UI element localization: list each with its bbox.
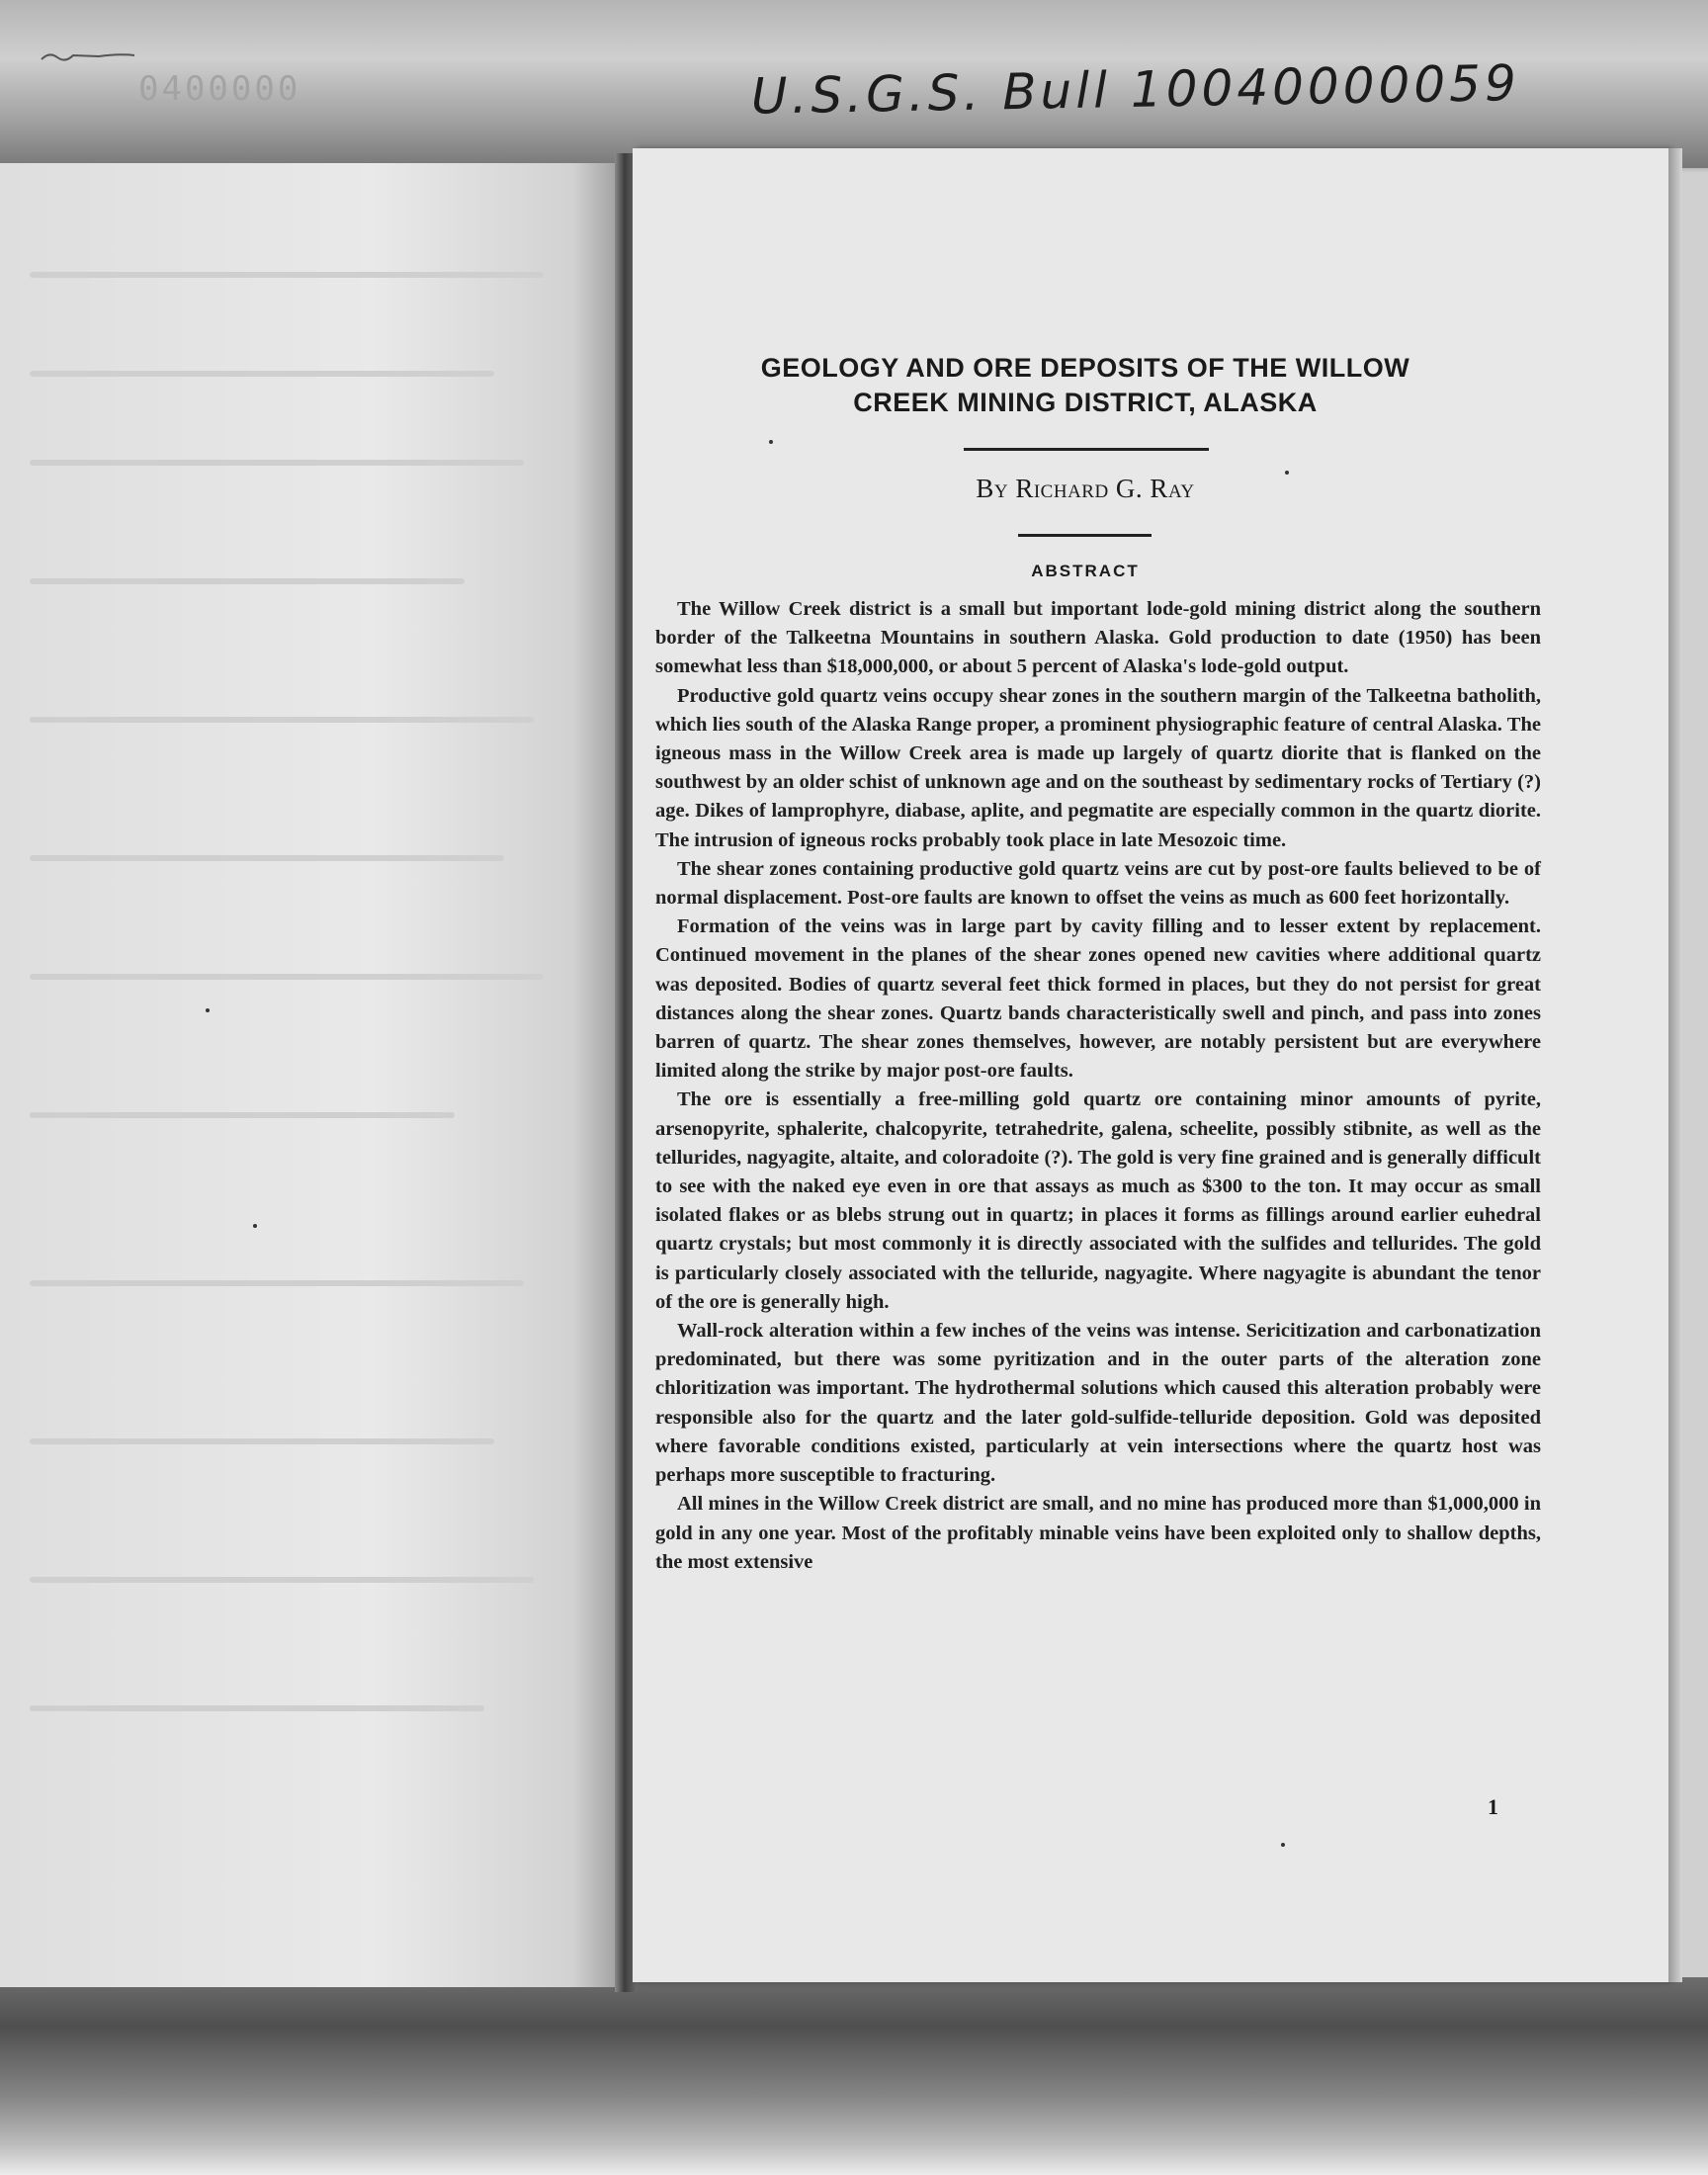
paragraph: Formation of the veins was in large part by cavity filling and to lesser extent by replacement. Continued movement in the planes of the shear zones opened new cavities where additional quartz was deposited. Bodies of quartz several feet thick formed in places, but they do not persist for great distances along the shear zones. Quartz bands characteristically swell and pinch, and pass into zones barren of quartz. The shear zones themselves, however, are notably persistent but are everywhere limited along the strike by major post-ore faults. [655, 915, 1541, 1083]
abstract-heading: ABSTRACT [1031, 562, 1140, 580]
dust-speck [206, 1008, 210, 1012]
title-line-2: CREEK MINING DISTRICT, ALASKA [853, 388, 1318, 417]
dust-speck [253, 1224, 257, 1228]
handwritten-annotation: U.S.G.S. Bull 1004 [750, 58, 1273, 126]
document-title [621, 351, 1550, 420]
byline-divider [1018, 534, 1152, 537]
scribble-mark [40, 47, 138, 67]
paragraph: The Willow Creek district is a small but important lode-gold mining district along the southern border of the Talkeetna Mountains in southern Alaska. Gold production to date (1950) has been somewhat less than $18,000,000, or about 5 percent of Alaska's lode-gold output. [655, 598, 1541, 678]
title-divider [964, 448, 1209, 451]
dust-speck [1281, 1843, 1285, 1847]
paragraph: Wall-rock alteration within a few inches of the veins was intense. Sericitization and carbonatization predominated, but there was some pyritization and in the outer parts of the alteration zone chloritization was important. The hydrothermal solutions which caused this alteration probably were responsible also for the quartz and the later gold-sulfide-telluride deposition. Gold was deposited where favorable conditions existed, particularly at vein intersections where the quartz host was perhaps more susceptible to fracturing. [655, 1320, 1541, 1487]
author-byline: By Richard G. Ray [976, 474, 1195, 503]
paragraph: All mines in the Willow Creek district are small, and no mine has produced more than $1,000,000 in gold in any one year. Most of the profitably minable veins have been exploited only to shallow depths, the most extensive [655, 1493, 1541, 1573]
paragraph: The ore is essentially a free-milling gold quartz ore containing minor amounts of pyrite, arsenopyrite, sphalerite, chalcopyrite, tetrahedrite, galena, scheelite, possibly stibnite, as well as the tellurides, nagyagite, altaite, and coloradoite (?). The gold is very fine grained and is generally difficult to see with the naked eye even in ore that assays as much as $300 to the ton. It may occur as small isolated flakes or as blebs strung out in quartz; in places it forms as fillings around earlier euhedral quartz crystals; but most commonly it is directly associated with the sulfides and tellurides. The gold is particularly closely associated with the telluride, nagyagite. Where nagyagite is abundant the tenor of the ore is generally high. [655, 1088, 1541, 1313]
page-number: 1 [1488, 1794, 1498, 1819]
facing-page-left [0, 163, 623, 1987]
catalog-number: 0000059 [1271, 54, 1521, 117]
abstract-body [655, 595, 1541, 1577]
scanner-bottom-shadow [0, 1977, 1708, 2175]
dust-speck [1285, 471, 1289, 475]
handwritten-catalog-stamp [750, 54, 1521, 136]
title-line-1: GEOLOGY AND ORE DEPOSITS OF THE WILLOW [760, 353, 1410, 383]
paragraph: The shear zones containing productive gold quartz veins are cut by post-ore faults believed to be of normal displacement. Post-ore faults are known to offset the veins as much as 600 feet horizontally. [655, 857, 1541, 910]
dust-speck [769, 440, 773, 444]
faded-stamp-digits: 0400000 [138, 69, 301, 109]
paragraph: Productive gold quartz veins occupy shear zones in the southern margin of the Talkeetna batholith, which lies south of the Alaska Range proper, a prominent physiographic feature of central Alaska. The igneous mass in the Willow Creek area is made up largely of quartz diorite that is flanked on the southwest by an older schist of unknown age and on the southeast by sedimentary rocks of Tertiary (?) age. Dikes of lamprophyre, diabase, aplite, and pegmatite are especially common in the quartz diorite. The intrusion of igneous rocks probably took place in late Mesozoic time. [655, 684, 1541, 851]
